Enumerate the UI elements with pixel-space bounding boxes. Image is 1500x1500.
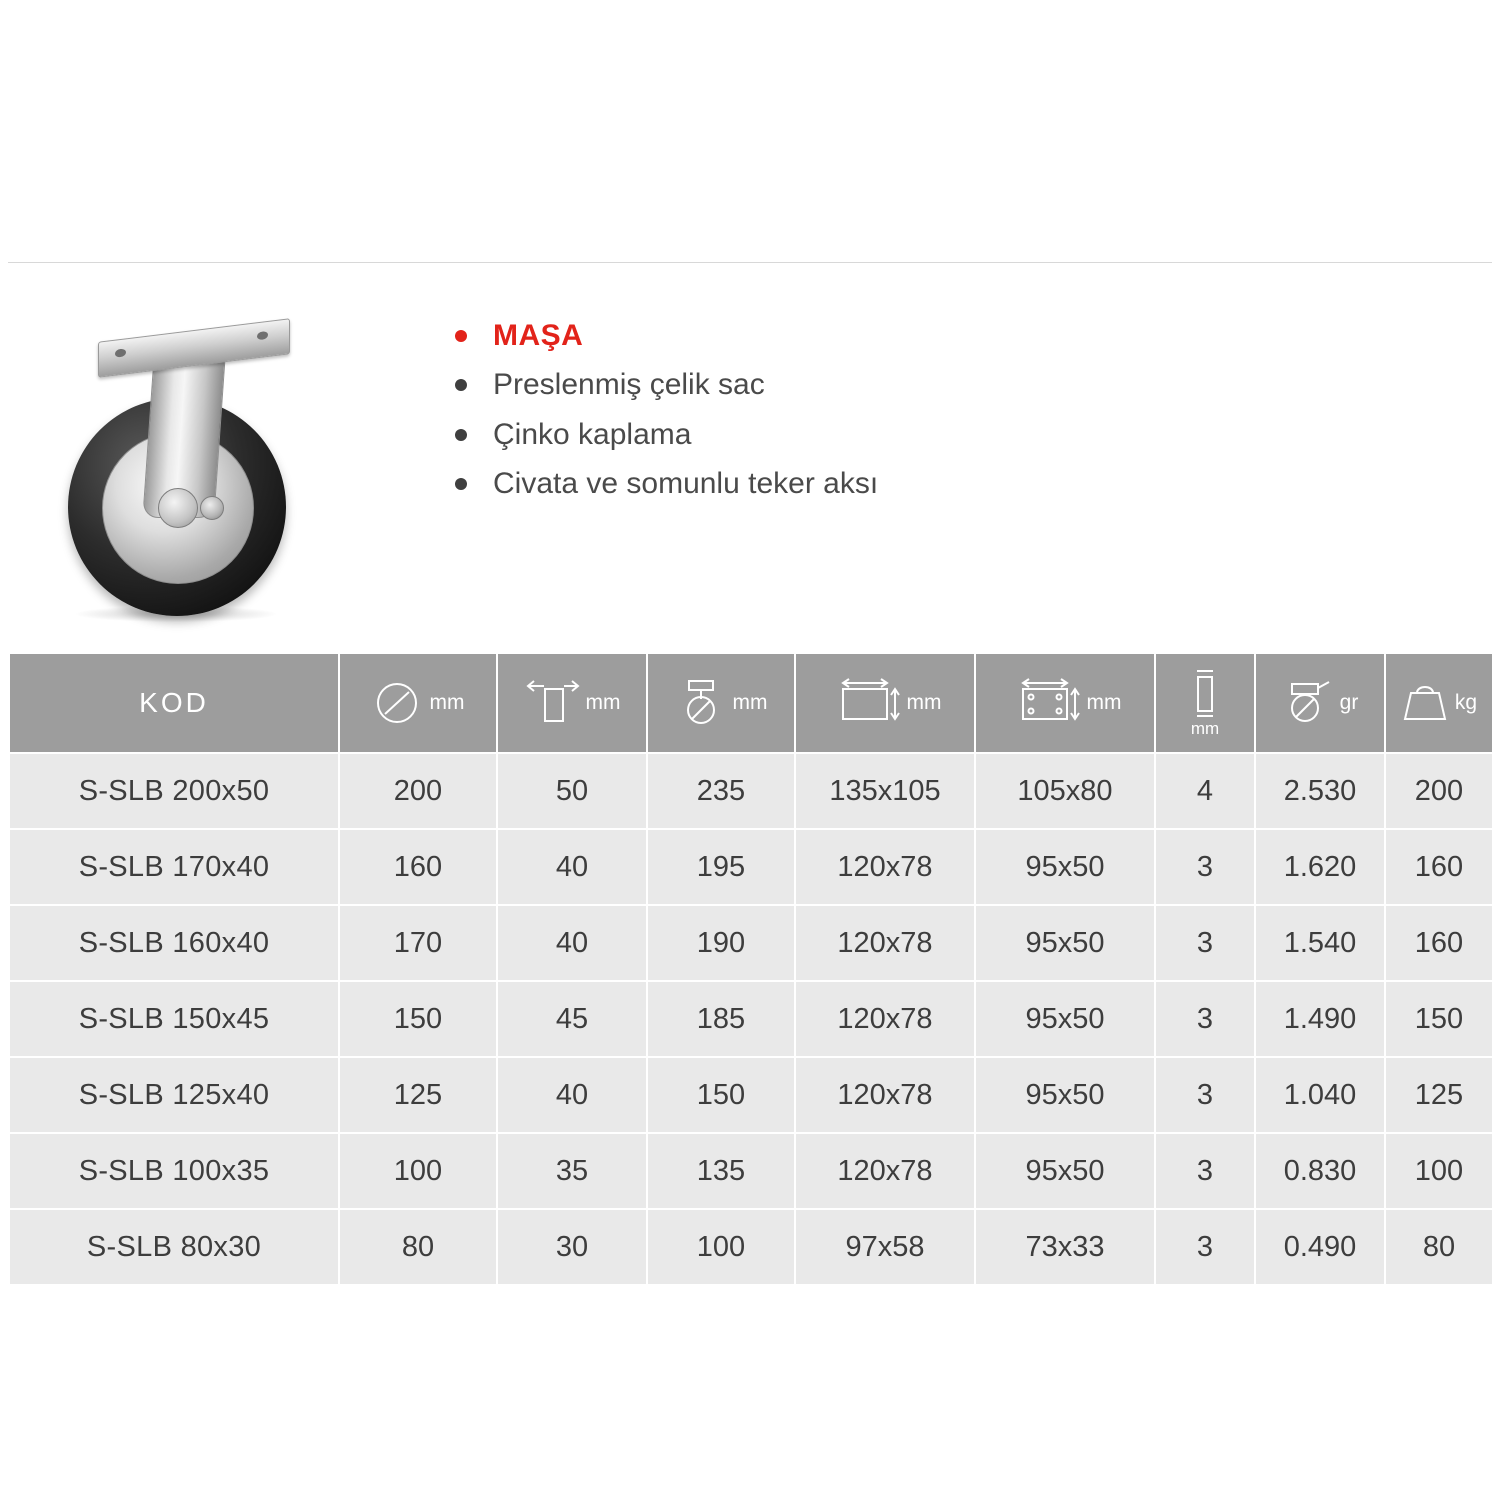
cell-height: 235 — [647, 753, 795, 829]
header-unit: mm — [429, 691, 465, 714]
cell-height: 185 — [647, 981, 795, 1057]
cell-weight: 1.490 — [1255, 981, 1385, 1057]
cell-width: 50 — [497, 753, 647, 829]
cell-holes: 95x50 — [975, 981, 1155, 1057]
table-row — [9, 1209, 1493, 1285]
cell-width: 40 — [497, 905, 647, 981]
cell-plate: 120x78 — [795, 1133, 975, 1209]
list-item — [455, 417, 1275, 452]
cell-weight: 1.540 — [1255, 905, 1385, 981]
cell-capacity: 200 — [1385, 753, 1493, 829]
header-unit: mm — [906, 691, 942, 714]
caster-illustration — [40, 320, 340, 620]
spec-table — [8, 652, 1494, 1286]
cell-diameter: 80 — [339, 1209, 497, 1285]
header-unit: mm — [1086, 691, 1122, 714]
table-row — [9, 905, 1493, 981]
bullet-icon — [455, 379, 467, 391]
header-plate-size — [795, 653, 975, 753]
cell-kod: S-SLB 150x45 — [9, 981, 339, 1057]
cell-capacity: 100 — [1385, 1133, 1493, 1209]
plate-hole-icon — [257, 331, 268, 340]
cell-plate: 135x105 — [795, 753, 975, 829]
cell-height: 195 — [647, 829, 795, 905]
header-plate-thickness — [1155, 653, 1255, 753]
bullet-icon — [455, 429, 467, 441]
top-divider — [8, 262, 1492, 263]
cell-thickness: 3 — [1155, 905, 1255, 981]
header-load-capacity — [1385, 653, 1493, 753]
cell-height: 190 — [647, 905, 795, 981]
cell-diameter: 200 — [339, 753, 497, 829]
cell-kod: S-SLB 125x40 — [9, 1057, 339, 1133]
plate-hole-icon — [115, 348, 126, 357]
header-overall-height — [647, 653, 795, 753]
header-unit: gr — [1339, 691, 1359, 714]
header-unit: mm — [585, 691, 621, 714]
cell-width: 35 — [497, 1133, 647, 1209]
list-item — [455, 367, 1275, 402]
cell-holes: 95x50 — [975, 1133, 1155, 1209]
cell-diameter: 170 — [339, 905, 497, 981]
cell-plate: 120x78 — [795, 981, 975, 1057]
cell-capacity: 125 — [1385, 1057, 1493, 1133]
cell-height: 135 — [647, 1133, 795, 1209]
bullet-icon — [455, 330, 467, 342]
table-header-row — [9, 653, 1493, 753]
cell-diameter: 100 — [339, 1133, 497, 1209]
cell-thickness: 4 — [1155, 753, 1255, 829]
cell-diameter: 160 — [339, 829, 497, 905]
weight-icon — [1282, 678, 1336, 728]
caster-wheel-image — [40, 320, 340, 620]
cell-plate: 120x78 — [795, 905, 975, 981]
cell-width: 40 — [497, 1057, 647, 1133]
cell-capacity: 160 — [1385, 829, 1493, 905]
wheel-width-icon — [524, 677, 582, 729]
cell-capacity: 150 — [1385, 981, 1493, 1057]
cell-diameter: 125 — [339, 1057, 497, 1133]
cell-holes: 105x80 — [975, 753, 1155, 829]
cell-diameter: 150 — [339, 981, 497, 1057]
cell-weight: 0.490 — [1255, 1209, 1385, 1285]
cell-weight: 1.040 — [1255, 1057, 1385, 1133]
cell-width: 30 — [497, 1209, 647, 1285]
bolt-hole-spacing-icon — [1009, 677, 1083, 729]
plate-size-icon — [829, 677, 903, 729]
wheel-diameter-icon — [372, 679, 426, 727]
cell-plate: 97x58 — [795, 1209, 975, 1285]
cell-kod: S-SLB 170x40 — [9, 829, 339, 905]
cell-kod: S-SLB 200x50 — [9, 753, 339, 829]
header-kod: KOD — [9, 653, 339, 753]
cell-width: 40 — [497, 829, 647, 905]
cell-height: 150 — [647, 1057, 795, 1133]
cell-thickness: 3 — [1155, 1209, 1255, 1285]
specification-table — [8, 652, 1492, 1286]
cell-weight: 1.620 — [1255, 829, 1385, 905]
cell-capacity: 160 — [1385, 905, 1493, 981]
feature-list — [455, 318, 1275, 516]
header-bolt-hole-spacing — [975, 653, 1155, 753]
cell-kod: S-SLB 80x30 — [9, 1209, 339, 1285]
cell-plate: 120x78 — [795, 1057, 975, 1133]
cell-weight: 2.530 — [1255, 753, 1385, 829]
table-row — [9, 981, 1493, 1057]
plate-thickness-icon — [1185, 668, 1225, 718]
cell-holes: 95x50 — [975, 905, 1155, 981]
list-item — [455, 466, 1275, 501]
header-wheel-diameter — [339, 653, 497, 753]
feature-text: Preslenmiş çelik sac — [493, 368, 765, 402]
header-unit: mm — [1190, 718, 1220, 738]
hub-icon — [158, 488, 198, 528]
cell-holes: 95x50 — [975, 829, 1155, 905]
list-item — [455, 318, 1275, 353]
cell-height: 100 — [647, 1209, 795, 1285]
cell-capacity: 80 — [1385, 1209, 1493, 1285]
table-row — [9, 829, 1493, 905]
axle-nut-icon — [200, 496, 224, 520]
feature-text: Civata ve somunlu teker aksı — [493, 467, 879, 501]
header-unit: mm — [732, 691, 768, 714]
cell-plate: 120x78 — [795, 829, 975, 905]
load-capacity-icon — [1401, 679, 1451, 727]
cell-thickness: 3 — [1155, 1133, 1255, 1209]
table-row — [9, 753, 1493, 829]
cell-width: 45 — [497, 981, 647, 1057]
bullet-icon — [455, 478, 467, 490]
cell-kod: S-SLB 100x35 — [9, 1133, 339, 1209]
cell-thickness: 3 — [1155, 981, 1255, 1057]
header-unit: kg — [1454, 691, 1478, 714]
header-weight — [1255, 653, 1385, 753]
cell-weight: 0.830 — [1255, 1133, 1385, 1209]
cell-holes: 73x33 — [975, 1209, 1155, 1285]
cell-thickness: 3 — [1155, 1057, 1255, 1133]
cell-thickness: 3 — [1155, 829, 1255, 905]
feature-text: Çinko kaplama — [493, 417, 692, 451]
table-row — [9, 1057, 1493, 1133]
overall-height-icon — [675, 677, 729, 729]
cell-kod: S-SLB 160x40 — [9, 905, 339, 981]
feature-title: MAŞA — [493, 319, 584, 352]
table-row — [9, 1133, 1493, 1209]
header-wheel-width — [497, 653, 647, 753]
cell-holes: 95x50 — [975, 1057, 1155, 1133]
